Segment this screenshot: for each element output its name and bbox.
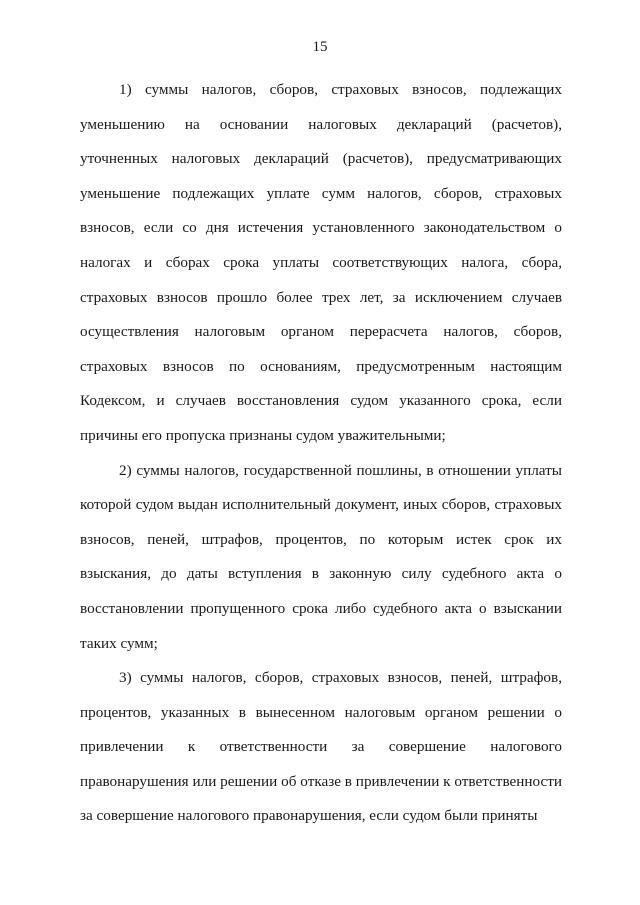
paragraph-item-3: 3) суммы налогов, сборов, страховых взносов, пеней, штрафов, процентов, указанных в вынесенном налоговым органом решении о привлечении к ответственности за совершение налогового правонарушения или решении об отказе в привлечении к ответственности за совершение налогового правонарушения, если судом были приняты	[80, 669, 562, 825]
document-body	[80, 73, 562, 834]
page-number: 15	[312, 39, 328, 55]
paragraph-item-1: 1) суммы налогов, сборов, страховых взносов, подлежащих уменьшению на основании налоговых деклараций (расчетов), уточненных налоговых деклараций (расчетов), предусматривающих уменьшение подлежащих уплате сумм налогов, сборов, страховых взносов, если со дня истечения установленного законодательством о налогах и сборах срока уплаты соответствующих налога, сбора, страховых взносов прошло более трех лет, за исключением случаев осуществления налоговым органом перерасчета налогов, сборов, страховых взносов по основаниям, предусмотренным настоящим Кодексом, и случаев восстановления судом указанного срока, если причины его пропуска признаны судом уважительными;	[80, 81, 562, 444]
paragraph-item-2: 2) суммы налогов, государственной пошлины, в отношении уплаты которой судом выдан исполнительный документ, иных сборов, страховых взносов, пеней, штрафов, процентов, по которым истек срок их взыскания, до даты вступления в законную силу судебного акта о восстановлении пропущенного срока либо судебного акта о взыскании таких сумм;	[80, 461, 562, 652]
